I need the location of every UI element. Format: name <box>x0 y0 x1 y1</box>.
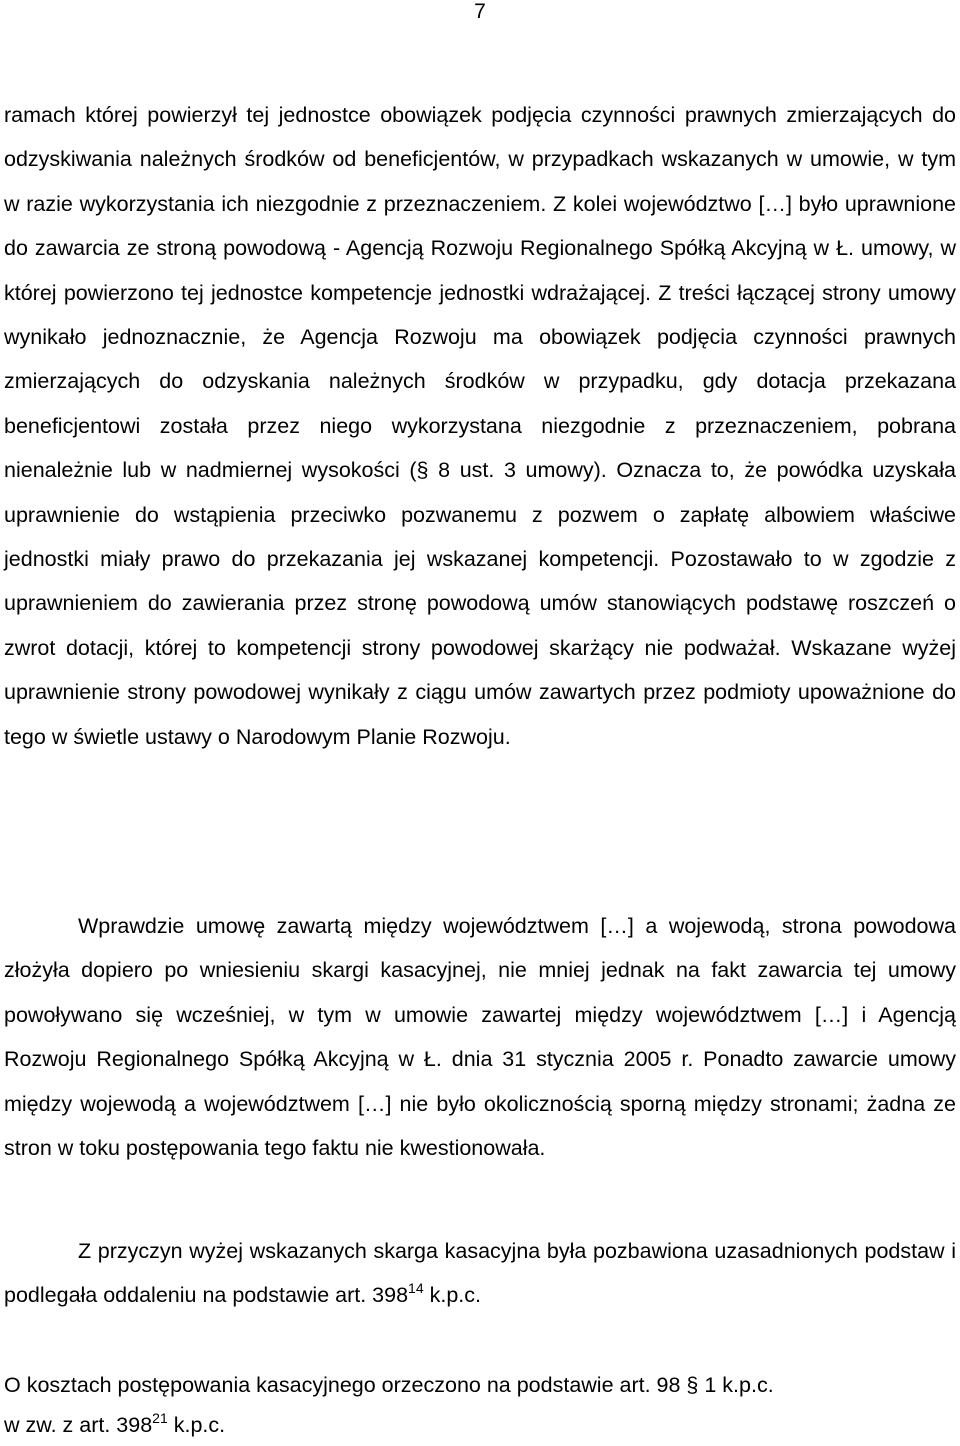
page-number: 7 <box>474 0 486 23</box>
costs-line-1: O kosztach postępowania kasacyjnego orzeczono na podstawie art. 98 § 1 k.p.c. <box>4 1373 774 1397</box>
costs-line-2 <box>4 1405 956 1445</box>
paragraph-3 <box>4 1229 956 1318</box>
paragraph-3-text: Z przyczyn wyżej wskazanych skarga kasacyjna była pozbawiona uzasadnionych podstaw i podlegała oddaleniu na podstawie art. 398 <box>4 1239 956 1308</box>
costs-line-2-tail: k.p.c. <box>167 1413 226 1437</box>
article-superscript-2: 21 <box>152 1410 168 1426</box>
paragraph-costs <box>4 1365 956 1445</box>
paragraph-2: Wprawdzie umowę zawartą między województwem […] a wojewodą, strona powodowa złożyła dopiero po wniesieniu skargi kasacyjnej, nie mniej jednak na fakt zawarcia tej umowy powoływano się wcześniej, w tym w umowie zawartej między województwem […] i Agencją Rozwoju Regionalnego Spółką Akcyjną w Ł. dnia 31 stycznia 2005 r. Ponadto zawarcie umowy między wojewodą a województwem […] nie było okolicznością sporną między stronami; żadna ze stron w toku postępowania tego faktu nie kwestionowała. <box>4 914 956 1161</box>
paragraph-3-tail: k.p.c. <box>423 1283 481 1308</box>
article-superscript: 14 <box>408 1280 424 1297</box>
costs-line-2-text: w zw. z art. 398 <box>4 1413 153 1437</box>
paragraph-1: ramach której powierzył tej jednostce obowiązek podjęcia czynności prawnych zmierzających do odzyskiwania należnych środków od beneficjentów, w przypadkach wskazanych w umowie, w tym w razie wykorzystania ich niezgodnie z przeznaczeniem. Z kolei województwo […] było uprawnione do zawarcia ze stroną powodową - Agencją Rozwoju Regionalnego Spółką Akcyjną w Ł. umowy, w której powierzono tej jednostce kompetencje jednostki wdrażającej. Z treści łączącej strony umowy wynikało jednoznacznie, że Agencja Rozwoju ma obowiązek podjęcia czynności prawnych zmierzających do odzyskania należnych środków w przypadku, gdy dotacja przekazana beneficjentowi została przez niego wykorzystana niezgodnie z przeznaczeniem, pobrana nienależnie lub w nadmiernej wysokości (§ 8 ust. 3 umowy). Oznacza to, że powódka uzyskała uprawnienie do wstąpienia przeciwko pozwanemu z pozwem o zapłatę albowiem właściwe jednostki miały prawo do przekazania jej wskazanej kompetencji. Pozostawało to w zgodzie z uprawnieniem do zawierania przez stronę powodową umów stanowiących podstawę roszczeń o zwrot dotacji, której to kompetencji strony powodowej skarżący nie podważał. Wskazane wyżej uprawnienie strony powodowej wynikały z ciągu umów zawartych przez podmioty upoważnione do tego w świetle ustawy o Narodowym Planie Rozwoju. <box>4 103 956 749</box>
